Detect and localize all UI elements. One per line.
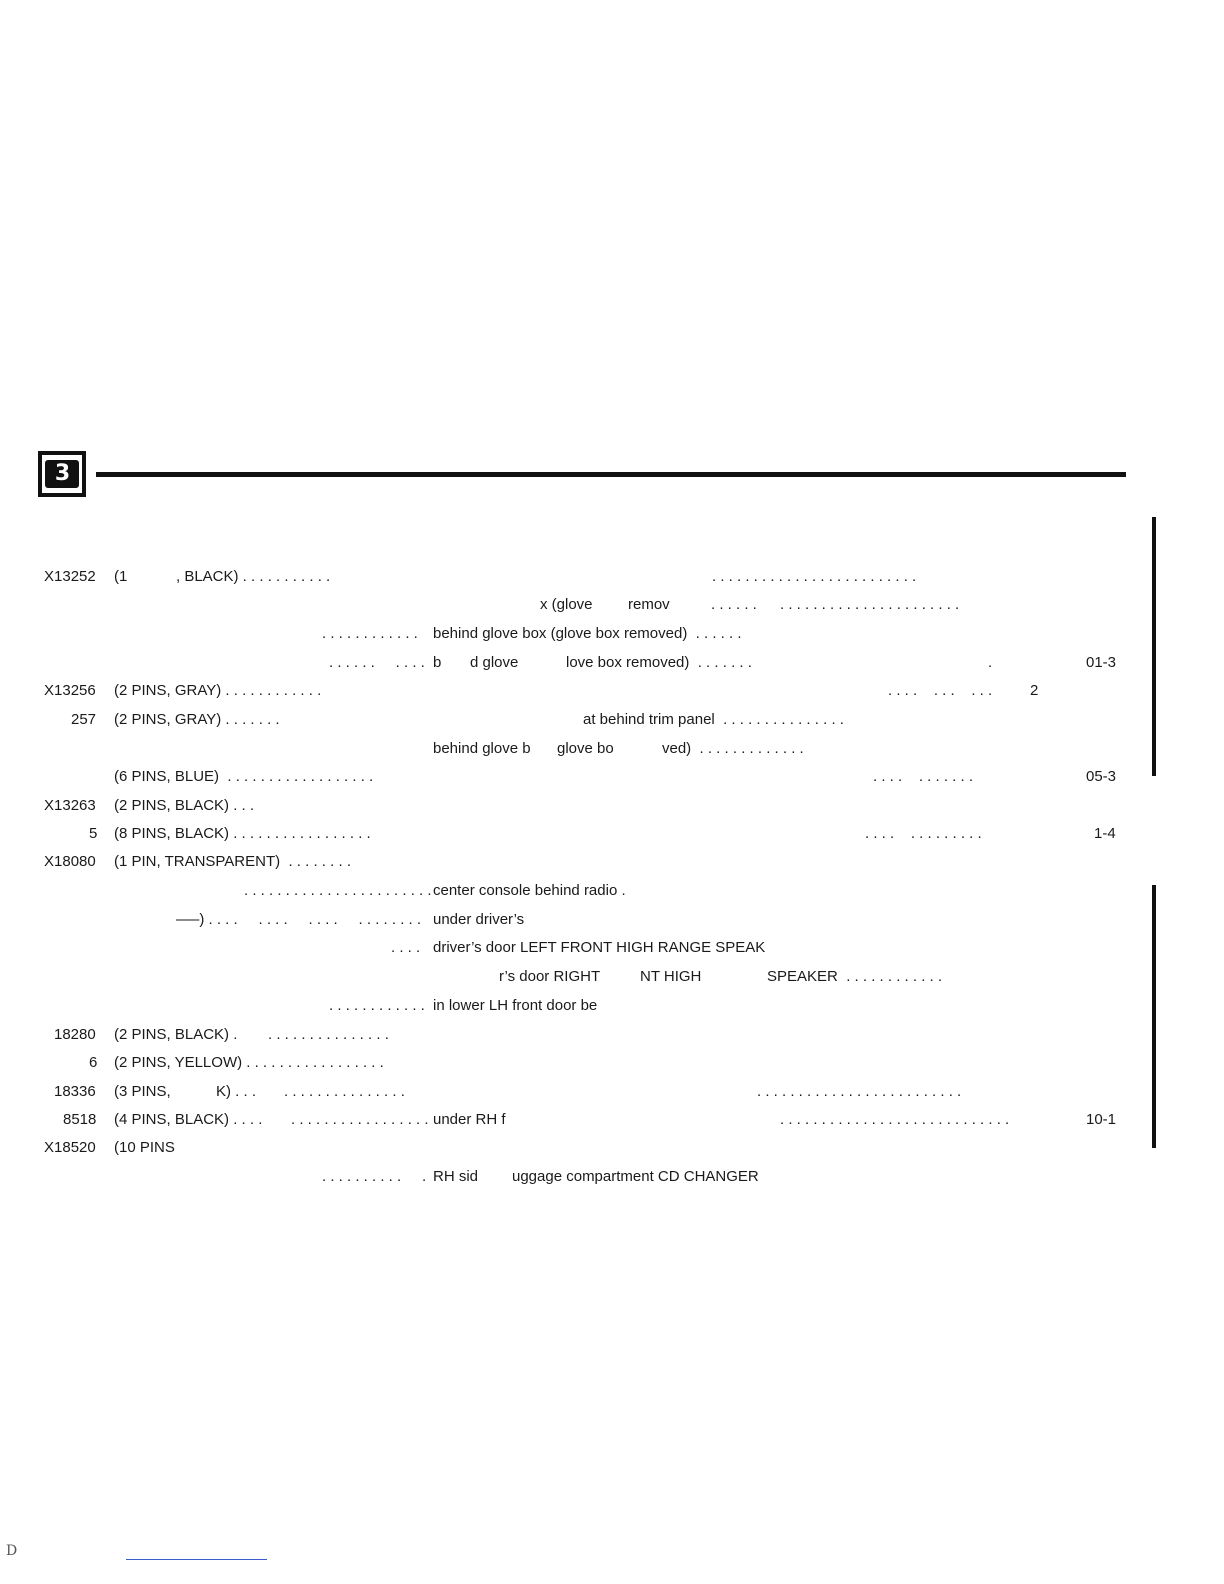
- connector-pins: K) . . .: [216, 1083, 257, 1100]
- connector-id: 18280: [54, 1026, 96, 1043]
- dot-leader: . . . . . . . . . . . . . . . . .: [291, 1111, 429, 1128]
- location-text: at behind trim panel . . . . . . . . . . . . . . .: [583, 711, 844, 728]
- location-text: center console behind radio .: [433, 882, 626, 899]
- dot-leader: . . . . . . . . . .: [329, 654, 425, 671]
- footer-link-underline[interactable]: [126, 1559, 267, 1560]
- page-reference: 1-4: [1094, 825, 1116, 842]
- dot-leader: —–) . . . . . . . . . . . . . . . . . . . .: [176, 911, 422, 928]
- page-reference: 10-1: [1086, 1111, 1117, 1128]
- dot-leader: . . . . . . . . . .: [888, 682, 993, 699]
- dot-leader: . . . .: [391, 939, 421, 956]
- section-number: 3: [45, 460, 79, 488]
- dot-leader: . . . . . . . . . . . . . . . . . . . . . . . . .: [712, 568, 917, 585]
- dot-leader: . . . . . . . . . . . . . . . . . . . . . . . . .: [757, 1083, 962, 1100]
- location-text: uggage compartment CD CHANGER: [512, 1168, 759, 1185]
- connector-pins: (2 PINS, BLACK) .: [114, 1026, 238, 1043]
- dot-leader: . . . . . . . . . . . . . . .: [284, 1083, 405, 1100]
- connector-id: 6: [89, 1054, 98, 1071]
- dot-leader: . . . . . . . . . . .: [873, 768, 974, 785]
- footer-letter: D: [6, 1543, 18, 1559]
- connector-id: X18080: [44, 853, 96, 870]
- location-text: behind glove box (glove box removed) . . . . . .: [433, 625, 742, 642]
- location-text: driver’s door LEFT FRONT HIGH RANGE SPEAK: [433, 939, 766, 956]
- connector-id: X13256: [44, 682, 96, 699]
- dot-leader: .: [988, 654, 993, 671]
- location-text: d glove: [470, 654, 519, 671]
- connector-id: 8518: [63, 1111, 97, 1128]
- location-text: in lower LH front door be: [433, 997, 598, 1014]
- connector-id: X13252: [44, 568, 96, 585]
- dot-leader: . . . . . .: [711, 596, 757, 613]
- connector-pins: , BLACK) . . . . . . . . . . .: [176, 568, 331, 585]
- connector-id: 18336: [54, 1083, 96, 1100]
- connector-pins: (2 PINS, GRAY) . . . . . . .: [114, 711, 280, 728]
- connector-pins: (2 PINS, BLACK) . . .: [114, 797, 255, 814]
- connector-id: 257: [71, 711, 97, 728]
- dot-leader: . . . . . . . . . . . .: [329, 997, 425, 1014]
- location-text: love box removed) . . . . . . .: [566, 654, 752, 671]
- location-text: ved) . . . . . . . . . . . . .: [662, 740, 804, 757]
- location-text: NT HIGH: [640, 968, 702, 985]
- connector-pins: (8 PINS, BLACK) . . . . . . . . . . . . . . . . .: [114, 825, 371, 842]
- location-text: behind glove b: [433, 740, 531, 757]
- connector-pins: (4 PINS, BLACK) . . . .: [114, 1111, 263, 1128]
- connector-pins: (2 PINS, YELLOW) . . . . . . . . . . . . . . . . .: [114, 1054, 384, 1071]
- connector-pins: (10 PINS: [114, 1139, 175, 1156]
- location-text: under driver’s: [433, 911, 525, 928]
- connector-id: X18520: [44, 1139, 96, 1156]
- dot-leader: . . . . . . . . . . . . . . .: [268, 1026, 389, 1043]
- location-text: RH sid: [433, 1168, 479, 1185]
- connector-pins: (2 PINS, GRAY) . . . . . . . . . . . .: [114, 682, 322, 699]
- dot-leader: . . . . . . . . . . . .: [322, 625, 418, 642]
- location-text: x (glove: [540, 596, 593, 613]
- connector-pins: (1 PIN, TRANSPARENT) . . . . . . . .: [114, 853, 351, 870]
- connector-id: 5: [89, 825, 98, 842]
- location-text: glove bo: [557, 740, 614, 757]
- page-reference: 2: [1030, 682, 1039, 699]
- location-text: remov: [628, 596, 670, 613]
- location-text: r’s door RIGHT: [499, 968, 601, 985]
- connector-id: X13263: [44, 797, 96, 814]
- connector-pins: (6 PINS, BLUE) . . . . . . . . . . . . . . . . . .: [114, 768, 374, 785]
- dot-leader: . . . . . . . . . . . . . . . . . . . . . .: [780, 596, 960, 613]
- location-text: SPEAKER . . . . . . . . . . . .: [767, 968, 943, 985]
- page-reference: 05-3: [1086, 768, 1117, 785]
- location-text: b: [433, 654, 442, 671]
- dot-leader: . . . . . . . . . . . . . . . . . . . . . . .: [244, 882, 432, 899]
- dot-leader: . . . . . . . . . . . . .: [865, 825, 982, 842]
- page-reference: 01-3: [1086, 654, 1117, 671]
- dot-leader: . . . . . . . . . . .: [322, 1168, 427, 1185]
- connector-pins: (3 PINS,: [114, 1083, 171, 1100]
- dot-leader: . . . . . . . . . . . . . . . . . . . . . . . . . . . .: [780, 1111, 1010, 1128]
- location-text: under RH f: [433, 1111, 506, 1128]
- connector-pins: (1: [114, 568, 128, 585]
